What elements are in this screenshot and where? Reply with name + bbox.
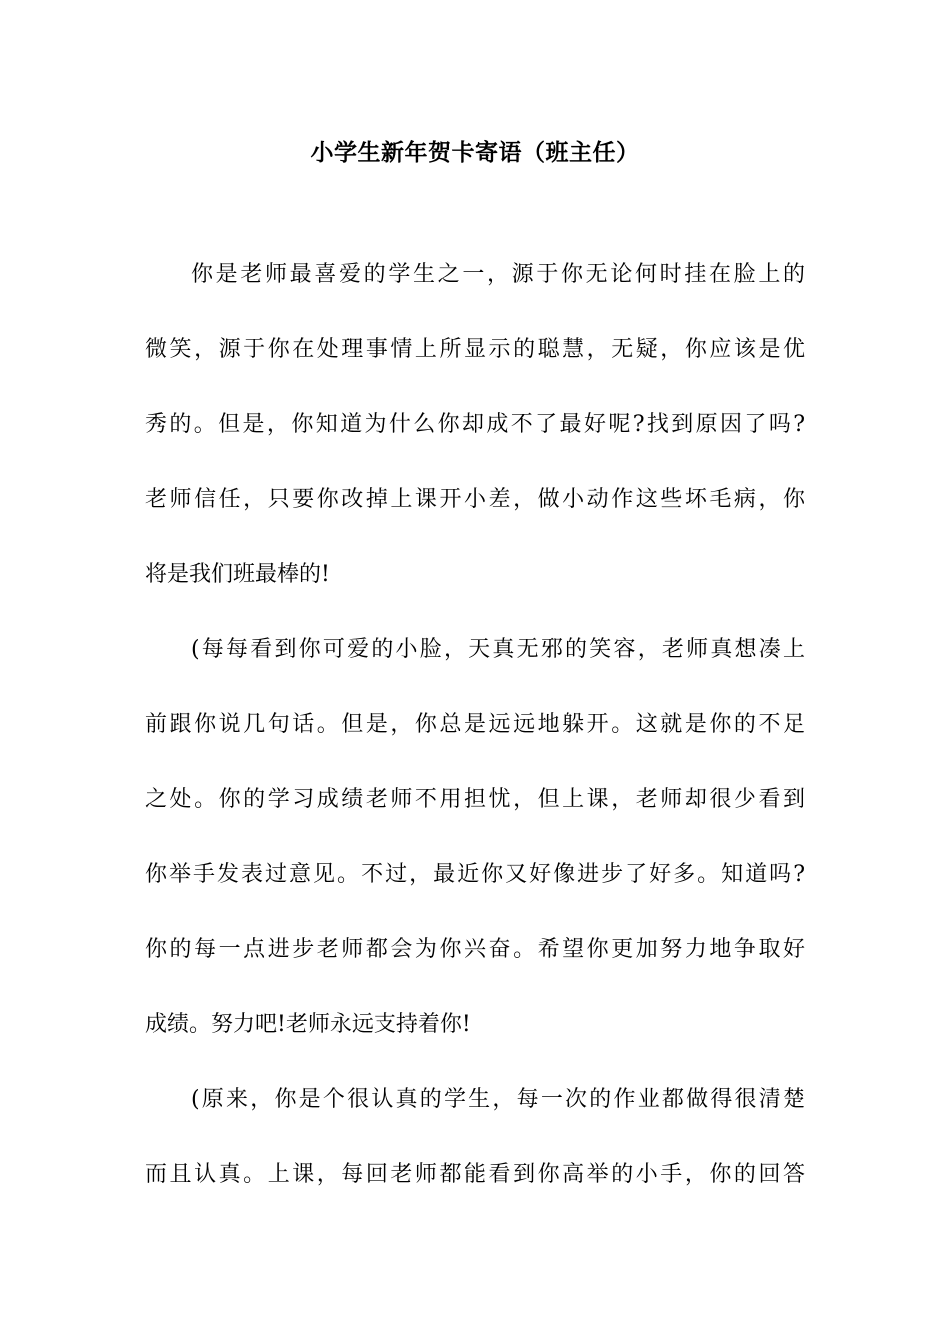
paragraph-line: 你是老师最喜爱的学生之一，源于你无论何时挂在脸上的	[191, 262, 805, 287]
paragraph-line: 秀的。但是，你知道为什么你却成不了最好呢?找到原因了吗?	[145, 412, 805, 437]
paragraph-line: 前跟你说几句话。但是，你总是远远地躲开。这就是你的不足	[145, 712, 805, 737]
paragraph-line: 成绩。努力吧!老师永远支持着你!	[145, 1012, 471, 1037]
paragraph-line: 老师信任，只要你改掉上课开小差，做小动作这些坏毛病，你	[145, 487, 805, 512]
paragraph-line: 微笑，源于你在处理事情上所显示的聪慧，无疑，你应该是优	[145, 337, 805, 362]
paragraph-line: 你的每一点进步老师都会为你兴奋。希望你更加努力地争取好	[145, 937, 805, 962]
paragraph-line: 而且认真。上课，每回老师都能看到你高举的小手，你的回答	[145, 1162, 805, 1187]
paragraph-line: 将是我们班最棒的!	[145, 562, 330, 587]
paragraph-line: (原来，你是个很认真的学生，每一次的作业都做得很清楚	[191, 1087, 805, 1112]
document-title: 小学生新年贺卡寄语（班主任）	[310, 140, 640, 166]
paragraph-line: 你举手发表过意见。不过，最近你又好像进步了好多。知道吗?	[145, 862, 805, 887]
paragraph-line: 之处。你的学习成绩老师不用担忧，但上课，老师却很少看到	[145, 787, 805, 812]
paragraph-line: (每每看到你可爱的小脸，天真无邪的笑容，老师真想凑上	[191, 637, 805, 662]
